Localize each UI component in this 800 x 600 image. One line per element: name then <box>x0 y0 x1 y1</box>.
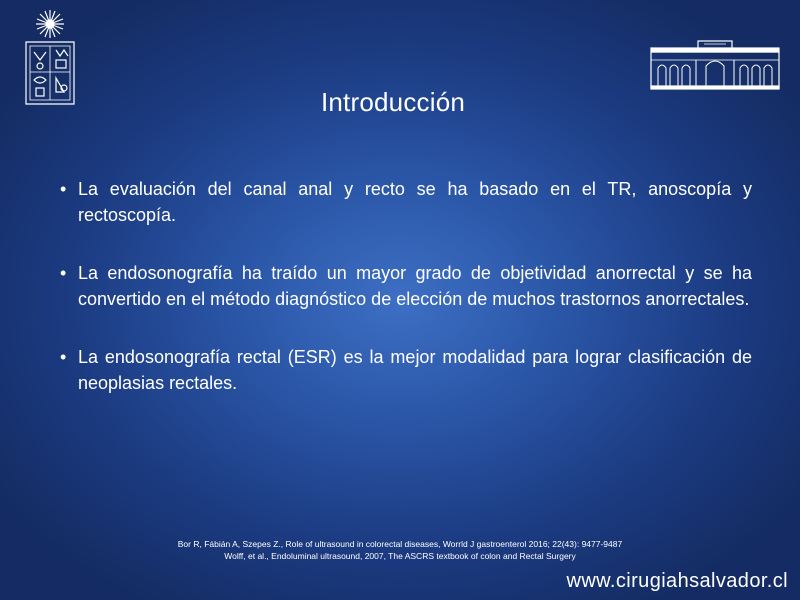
reference-line: Bor R, Fábián A, Szepes Z., Role of ultrasound in colorectal diseases, Worrld J gastroenterol 2016; 22(43): 9477-9487 <box>177 539 623 549</box>
reference-line: Wolff, et al., Endoluminal ultrasound, 2007, The ASCRS textbook of colon and Rectal Surgery <box>224 551 576 561</box>
bullet-item <box>60 260 752 312</box>
hospital-building-icon <box>650 40 780 90</box>
bullet-text: La endosonografía ha traído un mayor grado de objetividad anorrectal y se ha convertido en el método diagnóstico de elección de muchos trastornos anorrectales. <box>78 263 752 309</box>
slide-title: Introducción <box>320 87 466 118</box>
bullet-text: La endosonografía rectal (ESR) es la mejor modalidad para lograr clasificación de neoplasias rectales. <box>78 347 752 393</box>
bullet-dot-icon: • <box>60 347 67 367</box>
bullet-dot-icon: • <box>60 179 67 199</box>
website-url: www.cirugiahsalvador.cl <box>566 570 788 592</box>
bullet-item <box>60 344 752 396</box>
bullet-text: La evaluación del canal anal y recto se ha basado en el TR, anoscopía y rectoscopía. <box>78 179 752 225</box>
bullet-dot-icon: • <box>60 263 67 283</box>
bullet-list <box>60 176 752 428</box>
bullet-item <box>60 176 752 228</box>
references <box>0 538 800 562</box>
